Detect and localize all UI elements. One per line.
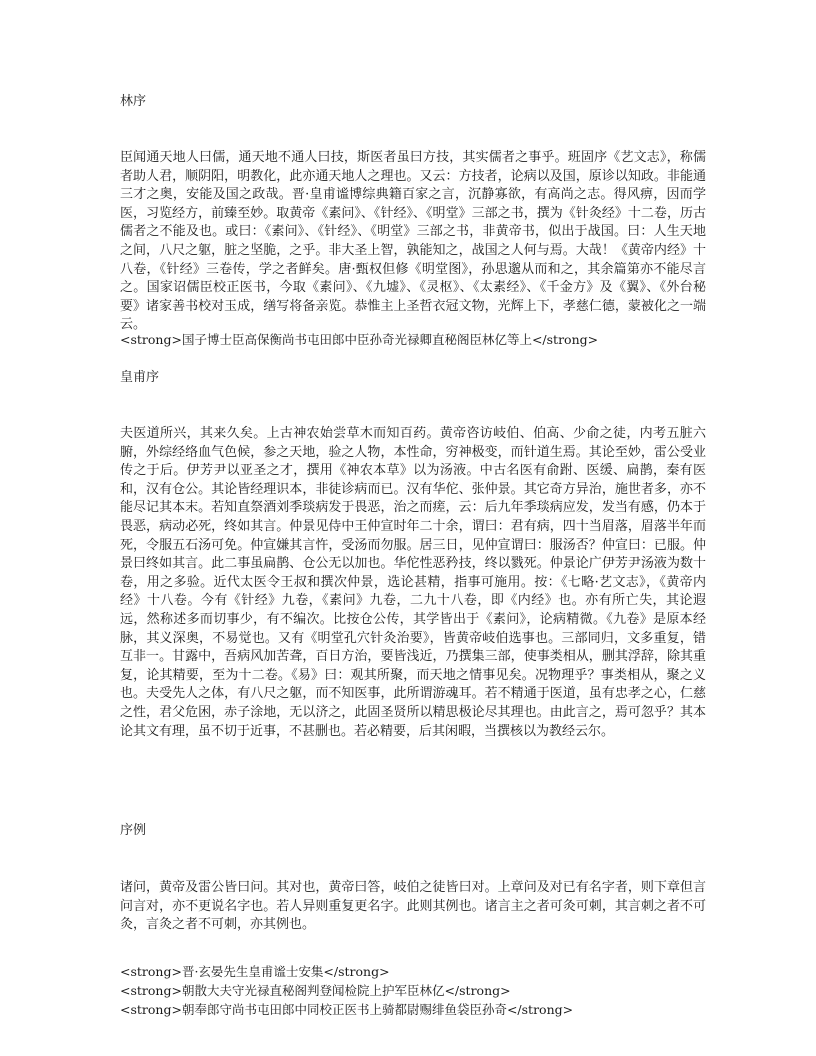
preface-examples-credit-2: <strong>朝散大夫守光禄直秘阁判登闻检院上护军臣林亿</strong> <box>120 983 511 998</box>
lin-preface-body: 臣闻通天地人曰儒，通天地不通人曰技，斯医者虽曰方技，其实儒者之事乎。班固序《艺文志》，称儒者助人君，顺阴阳，明教化，此亦通天地人之理也。又云：方技者，论病以及国，原诊以知政。非能通三才之奥，安能及国之政哉。晋·皇甫谧博综典籍百家之言，沉静寡欲，有高尚之志。得风痹，因而学医，习览经方，前臻至妙。取黄帝《素问》、《针经》、《明堂》三部之书，撰为《针灸经》十二卷，历古儒者之不能及也。或曰：《素问》、《针经》、《明堂》三部之书，非黄帝书，似出于战国。曰：人生天地之间，八尺之躯，脏之坚脆，之乎。非大圣上智，孰能知之，战国之人何与焉。大哉！《黄帝内经》十八卷，《针经》三卷传，学之者鲜矣。唐·甄权但修《明堂图》，孙思邈从而和之，其余篇第亦不能尽言之。国家诏儒臣校正医书，今取《素问》、《九墟》、《灵枢》、《太素经》、《千金方》及《翼》、《外台秘要》诸家善书校对玉成，缮写将备亲览。恭惟主上圣哲衣冠文物，光辉上下，孝慈仁德，蒙被化之一端云。 <box>120 150 706 333</box>
section-heading-lin-preface: 林序 <box>120 94 147 109</box>
section-heading-preface-examples: 序例 <box>120 823 147 838</box>
huangfu-preface-body: 夫医道所兴，其来久矣。上古神农始尝草木而知百药。黄帝咨访岐伯、伯高、少俞之徒，内考五脏六腑，外综经络血气色候，参之天地，验之人物，本性命，穷神极变，而针道生焉。其论至妙，雷公受业传之于后。伊芳尹以亚圣之才，撰用《神农本草》以为汤液。中古名医有俞跗、医缓、扁鹊，秦有医和，汉有仓公。其论皆经理识本，非徒诊病而已。汉有华佗、张仲景。其它奇方异治，施世者多，亦不能尽记其本末。若知直祭酒刘季琰病发于畏恶，治之而瘥，云：后九年季琰病应发，发当有感，仍本于畏恶，病动必死，终如其言。仲景见侍中王仲宣时年二十余，谓曰：君有病，四十当眉落，眉落半年而死，令服五石汤可免。仲宣嫌其言忤，受汤而勿服。居三日，见仲宣谓曰：服汤否？仲宣曰：已服。仲景曰终如其言。此二事虽扁鹊、仓公无以加也。华佗性恶矜技，终以戮死。仲景论广伊芳尹汤液为数十卷，用之多验。近代太医令王叔和撰次仲景，选论甚精，指事可施用。按：《七略·艺文志》，《黄帝内经》十八卷。今有《针经》九卷，《素问》九卷，二九十八卷，即《内经》也。亦有所亡失，其论遐远，然称述多而切事少，有不编次。比按仓公传，其学皆出于《素问》，论病精微。《九卷》是原本经脉，其义深奥，不易觉也。又有《明堂孔穴针灸治要》，皆黄帝岐伯选事也。三部同归，文多重复，错互非一。甘露中，吾病风加苦聋，百日方治，要皆浅近，乃撰集三部，使事类相从，删其浮辞，除其重复，论其精要，至为十二卷。《易》曰：观其所聚，而天地之情事见矣。况物理乎？事类相从，聚之义也。夫受先人之体，有八尺之躯，而不知医事，此所谓游魂耳。若不精通于医道，虽有忠孝之心，仁慈之性，君父危困，赤子涂地，无以济之，此固圣贤所以精思极论尽其理也。由此言之，焉可忽乎？其本论其文有理，虽不切于近事，不甚删也。若必精要，后其闲暇，当撰核以为教经云尔。 <box>120 426 706 739</box>
preface-examples-credit-3: <strong>朝奉郎守尚书屯田郎中同校正医书上骑都尉赐绯鱼袋臣孙奇</strong> <box>120 1002 574 1017</box>
section-heading-huangfu-preface: 皇甫序 <box>120 370 160 385</box>
lin-preface-signature: <strong>国子博士臣高保衡尚书屯田郎中臣孙奇光禄卿直秘阁臣林亿等上</strong> <box>120 332 599 347</box>
preface-examples-credit-1: <strong>晋·玄晏先生皇甫谧士安集</strong> <box>120 964 390 979</box>
preface-examples-body: 诸问，黄帝及雷公皆曰问。其对也，黄帝曰答，岐伯之徒皆曰对。上章问及对已有名字者，则下章但言问言对，亦不更说名字也。若人异则重复更名字。此则其例也。诸言主之者可灸可刺，其言刺之者不可灸，言灸之者不可刺，亦其例也。 <box>120 880 706 933</box>
